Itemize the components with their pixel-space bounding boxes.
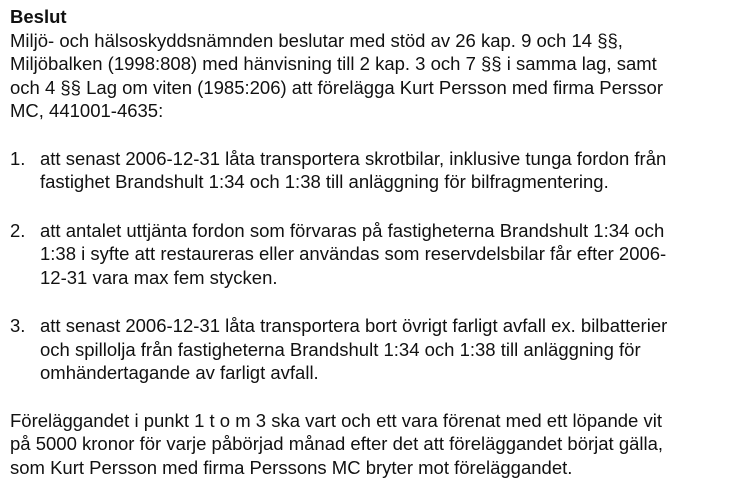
item-line: omhändertagande av farligt avfall. [40,362,319,383]
intro-paragraph [10,29,750,123]
closing-line: Föreläggandet i punkt 1 t o m 3 ska vart och ett vara förenat med ett löpande vit [10,409,662,431]
item-line: och spillolja från fastigheterna Brandshult 1:34 och 1:38 till anläggning för [40,338,641,360]
closing-paragraph [10,409,750,480]
closing-line: som Kurt Persson med firma Perssons MC bryter mot föreläggandet. [10,456,573,478]
section-heading: Beslut [10,6,67,27]
decision-item-2 [10,219,750,290]
item-line: 12-31 vara max fem stycken. [40,266,278,288]
item-line: att senast 2006-12-31 låta transportera skrotbilar, inklusive tunga fordon från [40,147,667,169]
item-line: att antalet uttjänta fordon som förvaras på fastigheterna Brandshult 1:34 och [40,219,665,241]
item-number: 3. [10,315,26,336]
intro-line: och 4 §§ Lag om viten (1985:206) att förelägga Kurt Persson med firma Perssor [10,76,663,98]
intro-line: Miljöbalken (1998:808) med hänvisning till 2 kap. 3 och 7 §§ i samma lag, samt [10,53,657,74]
closing-line: på 5000 kronor för varje påbörjad månad efter det att föreläggandet börjat gälla, [10,433,664,454]
item-number: 2. [10,219,26,241]
document-page [10,5,750,479]
decision-item-3 [10,314,750,385]
intro-line: Miljö- och hälsoskyddsnämnden beslutar med stöd av 26 kap. 9 och 14 §§, [10,29,623,51]
item-line: att senast 2006-12-31 låta transportera bort övrigt farligt avfall ex. bilbatterier [40,315,668,336]
item-line: fastighet Brandshult 1:34 och 1:38 till anläggning för bilfragmentering. [40,171,609,192]
decision-item-1 [10,147,750,194]
item-number: 1. [10,147,26,169]
intro-line: MC, 441001-4635: [10,100,164,121]
item-line: 1:38 i syfte att restaureras eller användas som reservdelsbilar får efter 2006- [40,243,667,264]
